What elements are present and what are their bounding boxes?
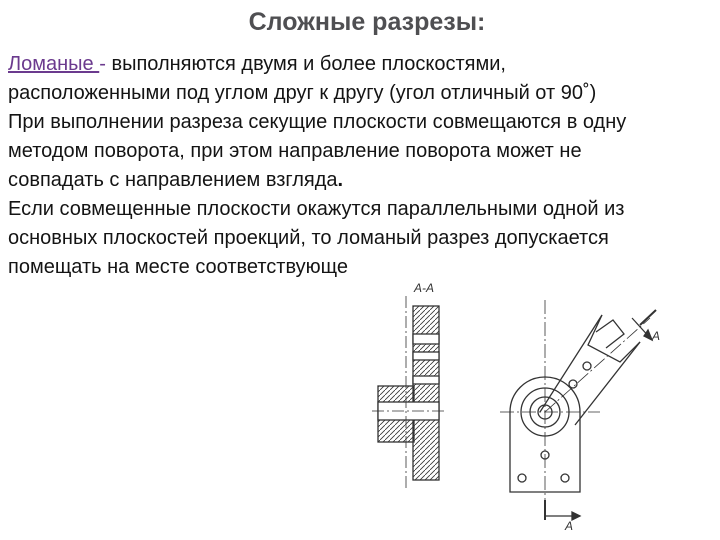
text-line-1 xyxy=(8,50,714,79)
section-hole-mid xyxy=(413,352,439,360)
text-line-5-dot: . xyxy=(337,169,344,191)
body-text xyxy=(8,50,714,282)
text-line-5-main: совпадать с направлением взгляда xyxy=(8,169,338,191)
slide-title: Сложные разрезы: xyxy=(248,8,486,36)
label-a-top: А xyxy=(652,329,661,343)
section-hole-top xyxy=(413,334,439,344)
section-label: А-А xyxy=(414,281,435,295)
text-line-1-rest: выполняются двумя и более плоскостями, xyxy=(111,53,506,75)
text-line-7: основных плоскостей проекций, то ломаный разрез допускается xyxy=(8,227,609,249)
text-line-4: методом поворота, при этом направление поворота может не xyxy=(8,140,582,162)
text-line-8: помещать на месте соответствующе xyxy=(8,256,348,278)
text-line-3: При выполнении разреза секущие плоскости совмещаются в одну xyxy=(8,111,627,133)
label-a-bottom: А xyxy=(565,519,574,533)
section-plate xyxy=(413,306,439,480)
technical-drawing xyxy=(365,270,720,540)
text-line-2: расположенными под углом друг к другу (угол отличный от 90˚) xyxy=(8,82,597,104)
term-lomanye: Ломаные xyxy=(8,53,100,75)
text-line-6: Если совмещенные плоскости окажутся параллельными одной из xyxy=(8,198,625,220)
term-dash: - xyxy=(99,53,112,75)
section-hole-low xyxy=(413,376,439,384)
text-line-5 xyxy=(8,166,714,195)
